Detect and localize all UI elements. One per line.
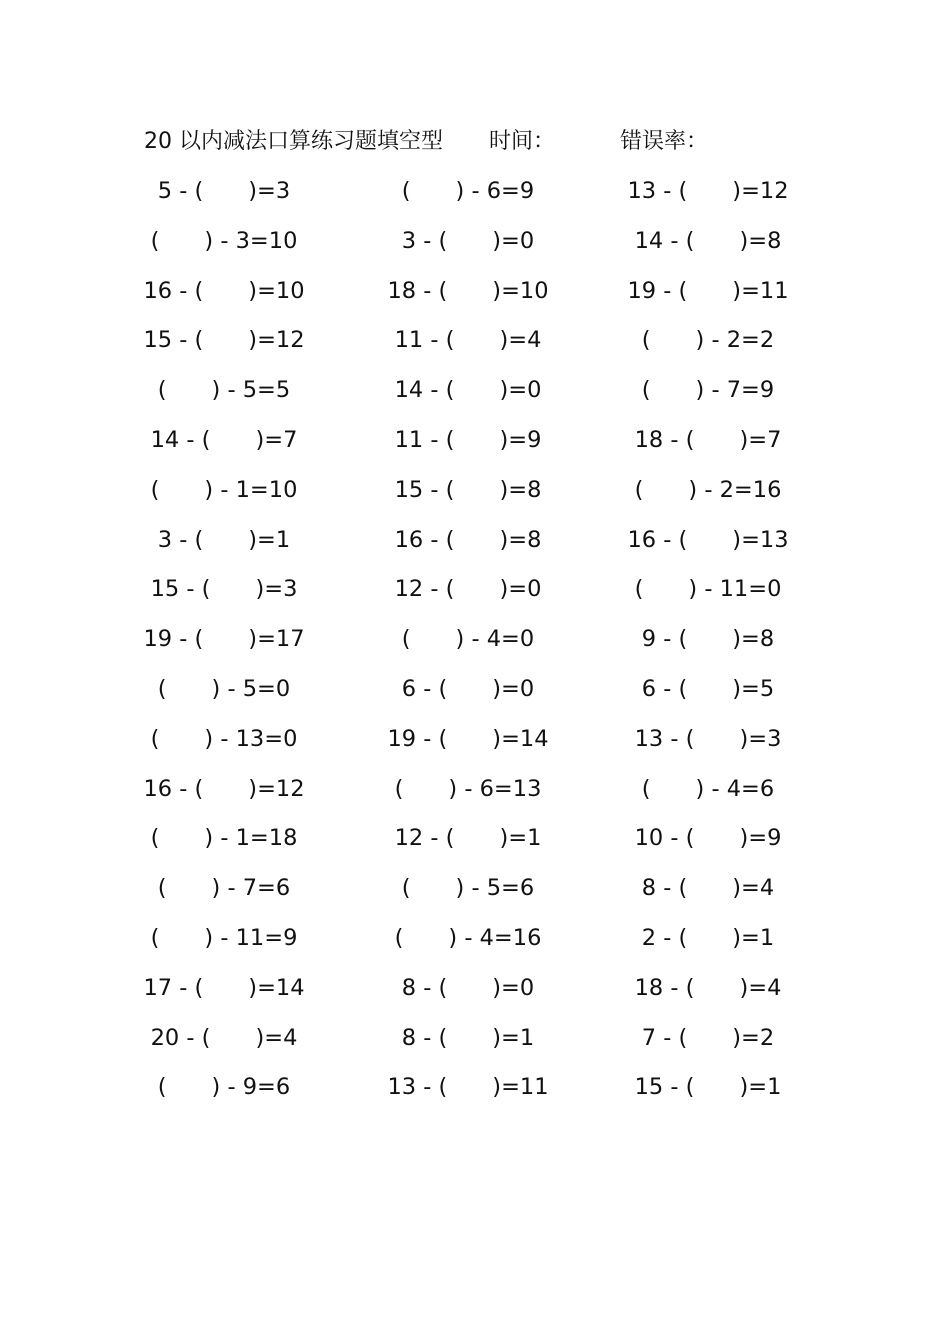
subtraction-problem: ( ) - 4=6 <box>641 775 775 802</box>
subtraction-problem: ( ) - 2=16 <box>634 476 782 503</box>
subtraction-problem: 20 - ( )=4 <box>150 1024 298 1051</box>
subtraction-problem: 7 - ( )=2 <box>641 1024 775 1051</box>
subtraction-problem: 15 - ( )=12 <box>143 327 305 354</box>
subtraction-problem: 15 - ( )=1 <box>634 1074 782 1101</box>
subtraction-problem: 6 - ( )=0 <box>401 675 535 702</box>
subtraction-problem: ( ) - 4=16 <box>394 924 542 951</box>
subtraction-problem: ( ) - 3=10 <box>150 227 298 254</box>
subtraction-problem: ( ) - 13=0 <box>150 725 298 752</box>
problem-row <box>0 670 950 720</box>
subtraction-problem: ( ) - 5=0 <box>157 675 291 702</box>
subtraction-problem: 19 - ( )=14 <box>387 725 549 752</box>
subtraction-problem: ( ) - 1=10 <box>150 476 298 503</box>
subtraction-problem: ( ) - 1=18 <box>150 825 298 852</box>
subtraction-problem: 8 - ( )=4 <box>641 875 775 902</box>
problem-grid <box>0 172 950 1118</box>
problem-row <box>0 272 950 322</box>
time-label: 时间： <box>489 129 556 154</box>
problem-row <box>0 570 950 620</box>
subtraction-problem: 18 - ( )=4 <box>634 974 782 1001</box>
subtraction-problem: 8 - ( )=0 <box>401 974 535 1001</box>
subtraction-problem: ( ) - 7=6 <box>157 875 291 902</box>
subtraction-problem: 14 - ( )=0 <box>394 377 542 404</box>
subtraction-problem: 17 - ( )=14 <box>143 974 305 1001</box>
subtraction-problem: 10 - ( )=9 <box>634 825 782 852</box>
problem-row <box>0 969 950 1019</box>
problem-row <box>0 919 950 969</box>
subtraction-problem: ( ) - 11=0 <box>634 576 782 603</box>
subtraction-problem: 2 - ( )=1 <box>641 924 775 951</box>
error-rate-label: 错误率： <box>620 129 709 154</box>
subtraction-problem: 16 - ( )=8 <box>394 526 542 553</box>
subtraction-problem: 19 - ( )=11 <box>627 277 789 304</box>
subtraction-problem: 14 - ( )=8 <box>634 227 782 254</box>
subtraction-problem: 13 - ( )=12 <box>627 178 789 204</box>
problem-row <box>0 222 950 272</box>
subtraction-problem: ( ) - 9=6 <box>157 1074 291 1101</box>
problem-row <box>0 371 950 421</box>
problem-row <box>0 1019 950 1069</box>
problem-row <box>0 620 950 670</box>
problem-row <box>0 869 950 919</box>
subtraction-problem: 12 - ( )=0 <box>394 576 542 603</box>
problem-row <box>0 1068 950 1118</box>
subtraction-problem: 3 - ( )=1 <box>157 526 291 553</box>
subtraction-problem: ( ) - 4=0 <box>401 626 535 653</box>
subtraction-problem: 15 - ( )=3 <box>150 576 298 603</box>
subtraction-problem: 5 - ( )=3 <box>157 178 291 204</box>
subtraction-problem: 13 - ( )=11 <box>387 1074 549 1101</box>
subtraction-problem: 13 - ( )=3 <box>634 725 782 752</box>
subtraction-problem: 18 - ( )=7 <box>634 426 782 453</box>
subtraction-problem: 16 - ( )=12 <box>143 775 305 802</box>
subtraction-problem: 11 - ( )=4 <box>394 327 542 354</box>
problem-row <box>0 421 950 471</box>
subtraction-problem: 16 - ( )=13 <box>627 526 789 553</box>
subtraction-problem: ( ) - 2=2 <box>641 327 775 354</box>
subtraction-problem: 3 - ( )=0 <box>401 227 535 254</box>
worksheet-header <box>144 124 864 160</box>
subtraction-problem: ( ) - 6=13 <box>394 775 542 802</box>
problem-row <box>0 521 950 571</box>
subtraction-problem: ( ) - 7=9 <box>641 377 775 404</box>
subtraction-problem: 11 - ( )=9 <box>394 426 542 453</box>
subtraction-problem: 16 - ( )=10 <box>143 277 305 304</box>
problem-row <box>0 720 950 770</box>
problem-row <box>0 819 950 869</box>
problem-row <box>0 321 950 371</box>
subtraction-problem: 14 - ( )=7 <box>150 426 298 453</box>
subtraction-problem: 19 - ( )=17 <box>143 626 305 653</box>
subtraction-problem: 9 - ( )=8 <box>641 626 775 653</box>
subtraction-problem: ( ) - 6=9 <box>401 178 535 204</box>
problem-row <box>0 770 950 820</box>
subtraction-problem: 15 - ( )=8 <box>394 476 542 503</box>
subtraction-problem: ( ) - 11=9 <box>150 924 298 951</box>
worksheet-title: 20 以内减法口算练习题填空型 <box>144 129 443 154</box>
subtraction-problem: 18 - ( )=10 <box>387 277 549 304</box>
problem-row <box>0 172 950 222</box>
problem-row <box>0 471 950 521</box>
subtraction-problem: ( ) - 5=5 <box>157 377 291 404</box>
subtraction-problem: ( ) - 5=6 <box>401 875 535 902</box>
subtraction-problem: 12 - ( )=1 <box>394 825 542 852</box>
subtraction-problem: 8 - ( )=1 <box>401 1024 535 1051</box>
subtraction-problem: 6 - ( )=5 <box>641 675 775 702</box>
